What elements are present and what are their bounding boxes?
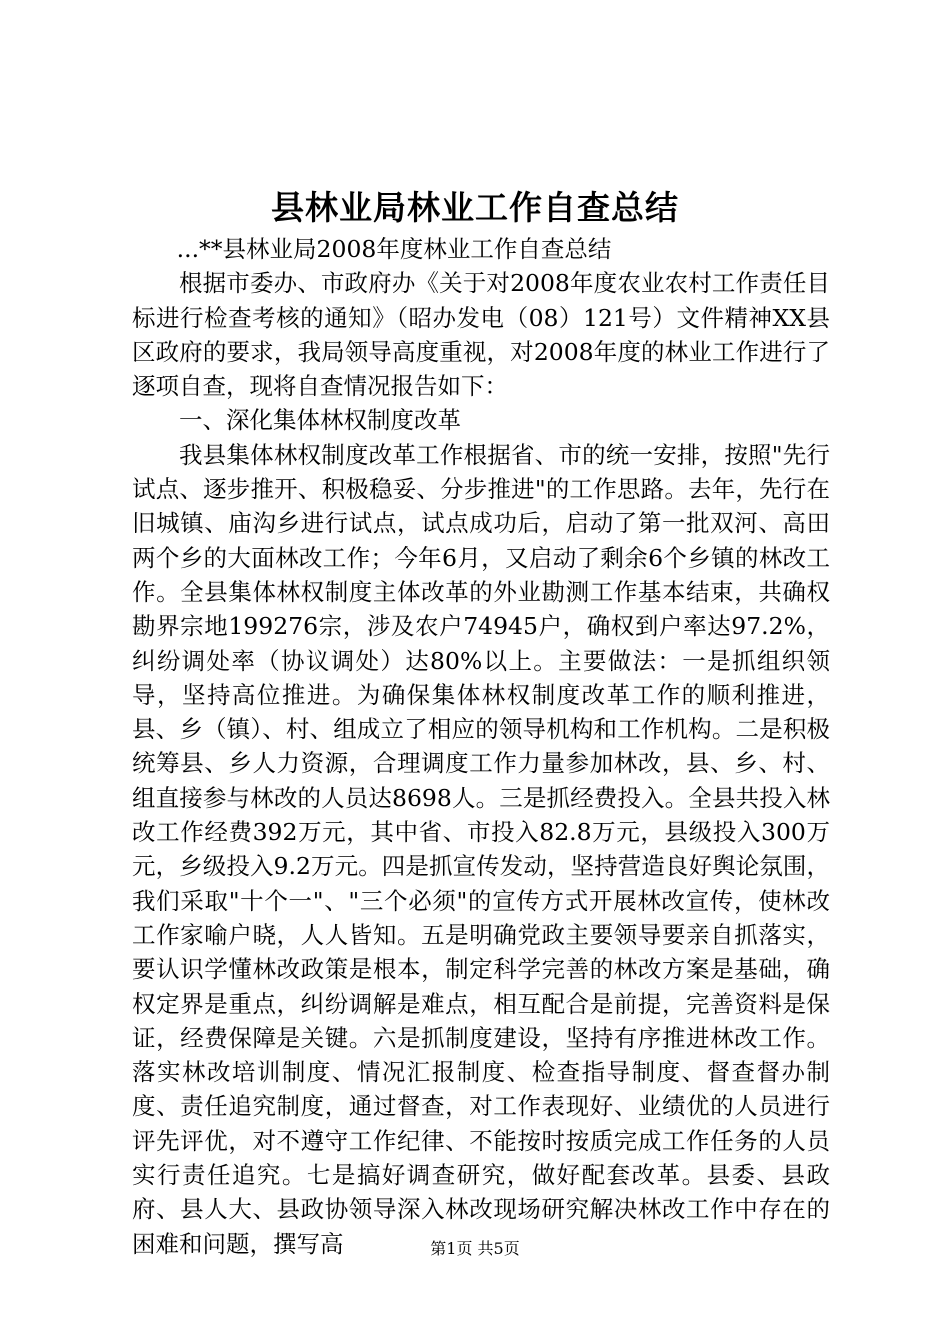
intro-paragraph: 根据市委办、市政府办《关于对2008年度农业农村工作责任目标进行检查考核的通知》（昭办发电（08）121号）文件精神XX县区政府的要求，我局领导高度重视，对2008年度的林业工作进行了逐项自查，现将自查情况报告如下： [132, 269, 830, 401]
document-body [132, 232, 830, 1261]
section-heading: 一、深化集体林权制度改革 [179, 406, 461, 435]
body-paragraph: 我县集体林权制度改革工作根据省、市的统一安排，按照"先行试点、逐步推开、积极稳妥、分步推进"的工作思路。去年，先行在旧城镇、庙沟乡进行试点，试点成功后，启动了第一批双河、高田两个乡的大面林改工作；今年6月，又启动了剩余6个乡镇的林改工作。全县集体林权制度主体改革的外业勘测工作基本结束，共确权勘界宗地199276宗，涉及农户74945户，确权到户率达97.2%，纠纷调处率（协议调处）达80%以上。主要做法：一是抓组织领导，坚持高位推进。为确保集体林权制度改革工作的顺利推进，县、乡（镇）、村、组成立了相应的领导机构和工作机构。二是积极统筹县、乡人力资源，合理调度工作力量参加林改，县、乡、村、组直接参与林改的人员达8698人。三是抓经费投入。全县共投入林改工作经费392万元，其中省、市投入82.8万元，县级投入300万元，乡级投入9.2万元。四是抓宣传发动，坚持营造良好舆论氛围，我们采取"十个一"、"三个必须"的宣传方式开展林改宣传，使林改工作家喻户晓，人人皆知。五是明确党政主要领导要亲自抓落实，要认识学懂林改政策是根本，制定科学完善的林改方案是基础，确权定界是重点，纠纷调解是难点，相互配合是前提，完善资料是保证，经费保障是关键。六是抓制度建设，坚持有序推进林改工作。落实林改培训制度、情况汇报制度、检查指导制度、督查督办制度、责任追究制度，通过督查，对工作表现好、业绩优的人员进行评先评优，对不遵守工作纪律、不能按时按质完成工作任务的人员实行责任追究。七是搞好调查研究，做好配套改革。县委、县政府、县人大、县政协领导深入林改现场研究解决林改工作中存在的困难和问题，撰写高 [132, 440, 830, 1258]
document-title: 县林业局林业工作自查总结 [271, 188, 679, 227]
page-number: 第1页 共5页 [430, 1239, 520, 1258]
document-subtitle: ...**县林业局2008年度林业工作自查总结 [176, 235, 612, 263]
